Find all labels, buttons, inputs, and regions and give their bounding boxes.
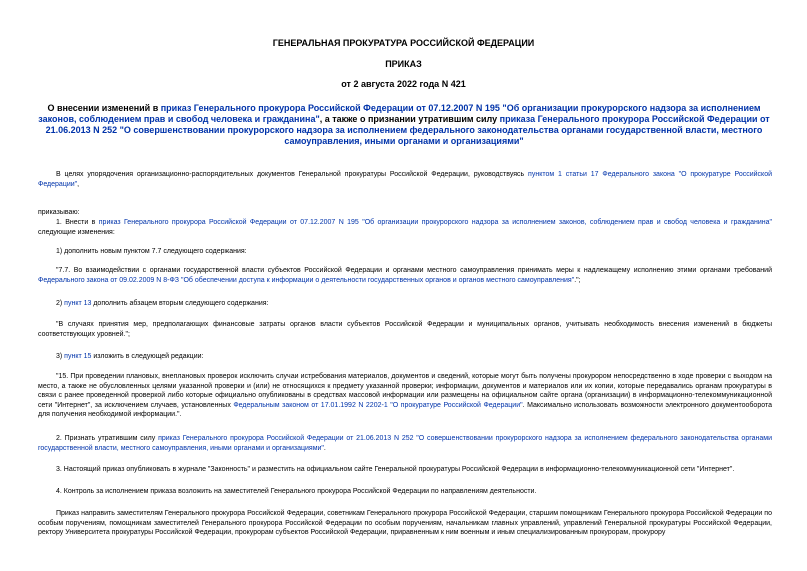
paragraph-3: 3. Настоящий приказ опубликовать в журнале "Законность" и разместить на официальном сайте Генеральной прокуратуры Российской Федерации в информационно-телекоммуникационной сети "Интернет". <box>56 466 735 473</box>
paragraph-distribution: Приказ направить заместителям Генерального прокурора Российской Федерации, советникам Генерального прокурора Российской Федерации, старшим помощникам Генерального прокурора Российской Федерации по особым поручениям, помощникам заместителей Генерального прокурора Российской Федерации по особым поручениям, начальникам главных управлений, управлений Генеральной прокуратуры Российской Федерации, ректору Университета прокуратуры Российской Федерации, прокурорам субъектов Российской Федерации, приравненным к ним военным и иным специализированным прокурорам, прокурору <box>38 510 772 536</box>
link-item-15[interactable]: пункт 15 <box>64 353 92 360</box>
link-law-prosecutor[interactable]: пунктом 1 статьи 17 Федерального закона "О прокуратуре Российской Федерации" <box>38 171 772 188</box>
paragraph-text-end: . <box>323 444 326 452</box>
paragraph-text: 2. Признать утратившим силу <box>56 435 159 442</box>
quote-item-15 <box>38 372 772 420</box>
heading-link-order-252[interactable]: приказа Генерального прокурора Российской Федерации от 21.06.2013 N 252 "О совершенствовании прокурорского надзора за исполнением федерального законодательства органами государственной власти, местного самоуправления, иными органами и организациями" <box>45 114 770 146</box>
link-law-8fz[interactable]: Федерального закона от 09.02.2009 N 8-ФЗ "Об обеспечении доступа к информации о деятельности государственных органов и органов местного самоуправления" <box>38 276 575 284</box>
subparagraph-2 <box>38 299 772 309</box>
intro-text: В целях упорядочения организационно-распорядительных документов Генеральной прокуратуры Российской Федерации, руководствуясь <box>56 171 529 178</box>
quote-7-7 <box>38 266 772 285</box>
subparagraph-1: 1) дополнить новым пунктом 7.7 следующего содержания: <box>56 248 247 255</box>
heading-link-order-195[interactable]: приказ Генерального прокурора Российской Федерации от 07.12.2007 N 195 "Об организации прокурорского надзора за исполнением законов, соблюдением прав и свобод человека и гражданина" <box>38 103 761 124</box>
link-order-195[interactable]: приказ Генерального прокурора Российской Федерации от 07.12.2007 N 195 "Об организации прокурорского надзора за исполнением законов, соблюдением прав и свобод человека и гражданина" <box>98 219 772 226</box>
link-law-2202-1[interactable]: Федеральным законом от 17.01.1992 N 2202-1 "О прокуратуре Российской Федерации" <box>233 401 523 409</box>
subparagraph-text: 3) <box>56 353 65 360</box>
paragraph-2 <box>38 434 772 453</box>
heading-text: , а также о признании утратившим силу <box>319 114 500 124</box>
document-date-number: от 2 августа 2022 года N 421 <box>341 79 466 89</box>
paragraph-text: 1. Внести в <box>56 219 99 226</box>
link-item-13[interactable]: пункт 13 <box>64 300 92 307</box>
quote-text-end: ."; <box>574 276 581 284</box>
quote-text: "7.7. Во взаимодействии с органами государственной власти субъектов Российской Федерации и органами местного самоуправления принимать меры к надлежащему исполнению этими органами требований <box>56 267 772 274</box>
order-word: приказываю: <box>38 209 80 216</box>
link-order-252[interactable]: приказ Генерального прокурора Российской Федерации от 21.06.2013 N 252 "О совершенствовании прокурорского надзора за исполнением федерального законодательства органами государственной власти, местного самоуправления, иными органами и организациями" <box>38 435 772 452</box>
paragraph-1 <box>38 218 772 237</box>
quote-text-end: . Максимально использовать возможности электронного документооборота для получения необходимой информации.". <box>38 401 772 418</box>
subparagraph-text: 2) <box>56 300 65 307</box>
intro-paragraph <box>38 170 772 189</box>
quote-item-13: "В случаях принятия мер, предполагающих финансовые затраты органов власти субъектов Российской Федерации и муниципальных органов, учитывать необходимость внесения изменений в бюджеты соответствующих уровней."; <box>38 321 772 338</box>
organization-title: ГЕНЕРАЛЬНАЯ ПРОКУРАТУРА РОССИЙСКОЙ ФЕДЕРАЦИИ <box>272 38 535 48</box>
paragraph-4: 4. Контроль за исполнением приказа возложить на заместителей Генерального прокурора Российской Федерации по направлениям деятельности. <box>56 488 537 495</box>
subparagraph-text: дополнить абзацем вторым следующего содержания: <box>91 300 269 307</box>
subparagraph-3 <box>38 352 772 362</box>
document-type: ПРИКАЗ <box>385 59 422 69</box>
heading-text: О внесении изменений в <box>47 103 161 113</box>
paragraph-text: следующие изменения: <box>38 228 115 236</box>
document-heading <box>28 103 780 147</box>
subparagraph-text: изложить в следующей редакции: <box>91 353 204 360</box>
quote-text: "15. При проведении плановых, внеплановых проверок исключить случаи истребования материалов, документов и сведений, которые могут быть получены прокурором непосредственно в ходе проверки с выходом на место, а также не обусловленных целями указанной проверки и (или) не относящихся к предмету указанной проверки; информации, документов и материалов или их копии, которые передавались органам прокуратуры в связи с ранее проведенной проверкой либо которые официально опубликованы в средствах массовой информации или размещены на официальном сайте органа (организации) в информационно-телекоммуникационной сети "Интернет", за исключением случаев, установленных <box>38 373 772 409</box>
intro-text-end: , <box>77 180 80 188</box>
